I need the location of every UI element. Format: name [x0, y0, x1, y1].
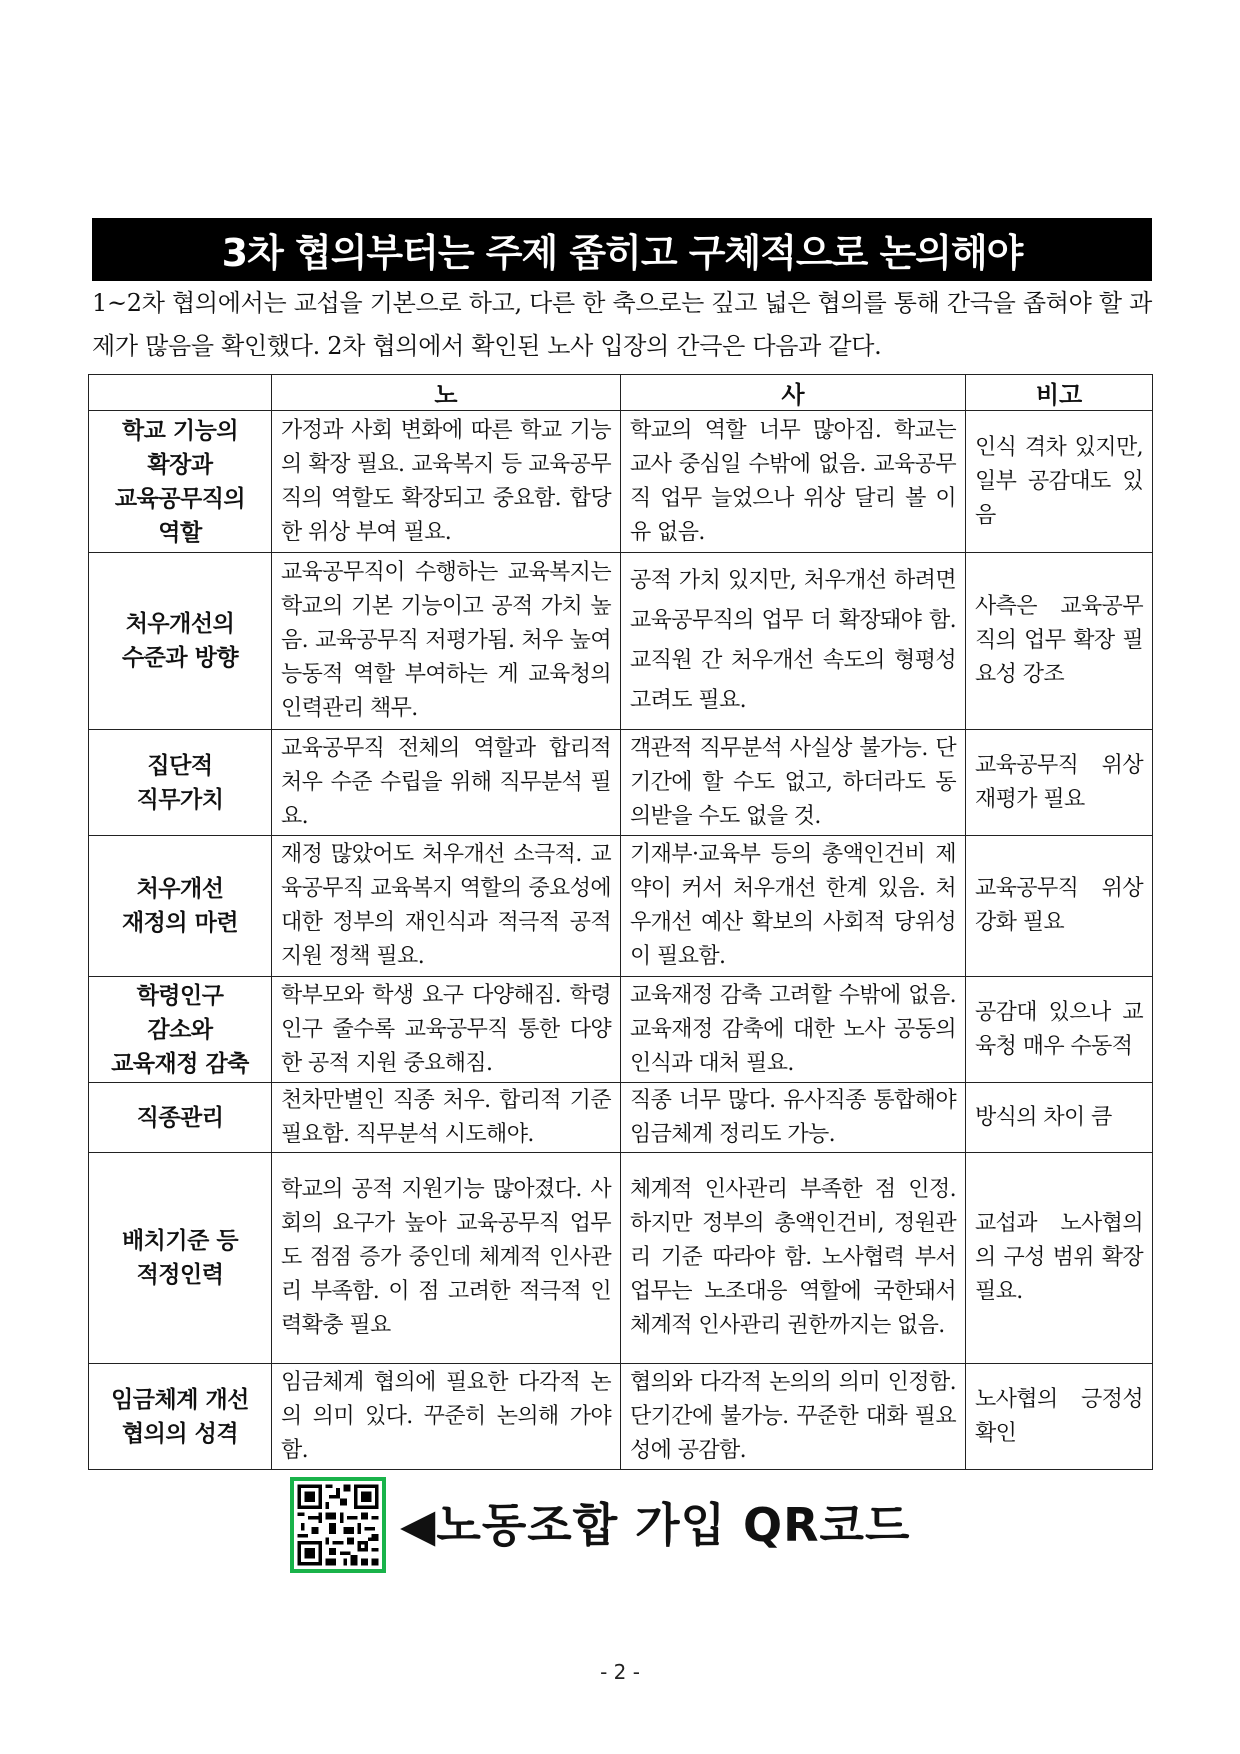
table-row [89, 1083, 1153, 1153]
row-topic: 처우개선 재정의 마련 [89, 836, 272, 977]
labor-position: 천차만별인 직종 처우. 합리적 기준 필요함. 직무분석 시도해야. [272, 1083, 621, 1153]
labor-position: 교육공무직이 수행하는 교육복지는 학교의 기본 기능이고 공적 가치 높음. 교육공무직 저평가됨. 처우 높여 능동적 역할 부여하는 게 교육청의 인력관리 책무. [272, 553, 621, 730]
row-topic: 집단적 직무가치 [89, 730, 272, 836]
note-cell: 노사협의 긍정성 확인 [966, 1364, 1153, 1470]
header-note: 비고 [966, 375, 1153, 411]
labor-position: 재정 많았어도 처우개선 소극적. 교육공무직 교육복지 역할의 중요성에 대한 정부의 재인식과 적극적 공적지원 정책 필요. [272, 836, 621, 977]
management-position: 공적 가치 있지만, 처우개선 하려면 교육공무직의 업무 더 확장돼야 함. 교직원 간 처우개선 속도의 형평성 고려도 필요. [621, 553, 966, 730]
row-topic: 직종관리 [89, 1083, 272, 1153]
management-position: 기재부·교육부 등의 총액인건비 제약이 커서 처우개선 한계 있음. 처우개선 예산 확보의 사회적 당위성이 필요함. [621, 836, 966, 977]
table-row [89, 977, 1153, 1083]
header-management: 사 [621, 375, 966, 411]
comparison-table [88, 374, 1153, 1470]
table-header-row [89, 375, 1153, 411]
labor-position: 학교의 공적 지원기능 많아졌다. 사회의 요구가 높아 교육공무직 업무도 점점 증가 중인데 체계적 인사관리 부족함. 이 점 고려한 적극적 인력확충 필요 [272, 1153, 621, 1364]
qr-code-icon [294, 1481, 382, 1569]
qr-label [400, 1497, 910, 1553]
note-cell: 교섭과 노사협의의 구성 범위 확장 필요. [966, 1153, 1153, 1364]
management-position: 협의와 다각적 논의의 의미 인정함. 단기간에 불가능. 꾸준한 대화 필요성에 공감함. [621, 1364, 966, 1470]
note-cell: 사측은 교육공무직의 업무 확장 필요성 강조 [966, 553, 1153, 730]
labor-position: 가정과 사회 변화에 따른 학교 기능의 확장 필요. 교육복지 등 교육공무직의 역할도 확장되고 중요함. 합당한 위상 부여 필요. [272, 411, 621, 553]
labor-position: 학부모와 학생 요구 다양해짐. 학령인구 줄수록 교육공무직 통한 다양한 공적 지원 중요해짐. [272, 977, 621, 1083]
qr-label-text: 노동조합 가입 QR코드 [436, 1498, 911, 1552]
row-topic: 학령인구 감소와 교육재정 감축 [89, 977, 272, 1083]
qr-code[interactable] [290, 1477, 386, 1573]
row-topic: 임금체계 개선 협의의 성격 [89, 1364, 272, 1470]
table-row [89, 1153, 1153, 1364]
page-number: - 2 - [600, 1660, 640, 1684]
header-labor: 노 [272, 375, 621, 411]
row-topic: 배치기준 등 적정인력 [89, 1153, 272, 1364]
row-topic: 처우개선의 수준과 방향 [89, 553, 272, 730]
table-row [89, 1364, 1153, 1470]
intro-paragraph: 1~2차 협의에서는 교섭을 기본으로 하고, 다른 한 축으로는 깊고 넓은 협의를 통해 간극을 좁혀야 할 과제가 많음을 확인했다. 2차 협의에서 확인된 노사 입장의 간극은 다음과 같다. [92, 289, 1152, 360]
left-arrow-icon: ◀ [400, 1498, 437, 1552]
header-blank [89, 375, 272, 411]
row-topic: 학교 기능의 확장과 교육공무직의 역할 [89, 411, 272, 553]
note-cell: 교육공무직 위상 재평가 필요 [966, 730, 1153, 836]
management-position: 체계적 인사관리 부족한 점 인정. 하지만 정부의 총액인건비, 정원관리 기준 따라야 함. 노사협력 부서 업무는 노조대응 역할에 국한돼서 체계적 인사관리 권한까지는 없음. [621, 1153, 966, 1364]
note-cell: 방식의 차이 큼 [966, 1083, 1153, 1153]
note-cell: 인식 격차 있지만, 일부 공감대도 있음 [966, 411, 1153, 553]
labor-position: 교육공무직 전체의 역할과 합리적 처우 수준 수립을 위해 직무분석 필요. [272, 730, 621, 836]
section-title: 3차 협의부터는 주제 좁히고 구체적으로 논의해야 [92, 218, 1152, 281]
labor-position: 임금체계 협의에 필요한 다각적 논의 의미 있다. 꾸준히 논의해 가야 함. [272, 1364, 621, 1470]
table-row [89, 836, 1153, 977]
note-cell: 교육공무직 위상 강화 필요 [966, 836, 1153, 977]
table-row [89, 730, 1153, 836]
management-position: 객관적 직무분석 사실상 불가능. 단기간에 할 수도 없고, 하더라도 동의받을 수도 없을 것. [621, 730, 966, 836]
table-row [89, 553, 1153, 730]
table-row [89, 411, 1153, 553]
management-position: 학교의 역할 너무 많아짐. 학교는 교사 중심일 수밖에 없음. 교육공무직 업무 늘었으나 위상 달리 볼 이유 없음. [621, 411, 966, 553]
management-position: 직종 너무 많다. 유사직종 통합해야 임금체계 정리도 가능. [621, 1083, 966, 1153]
management-position: 교육재정 감축 고려할 수밖에 없음. 교육재정 감축에 대한 노사 공동의 인식과 대처 필요. [621, 977, 966, 1083]
note-cell: 공감대 있으나 교육청 매우 수동적 [966, 977, 1153, 1083]
